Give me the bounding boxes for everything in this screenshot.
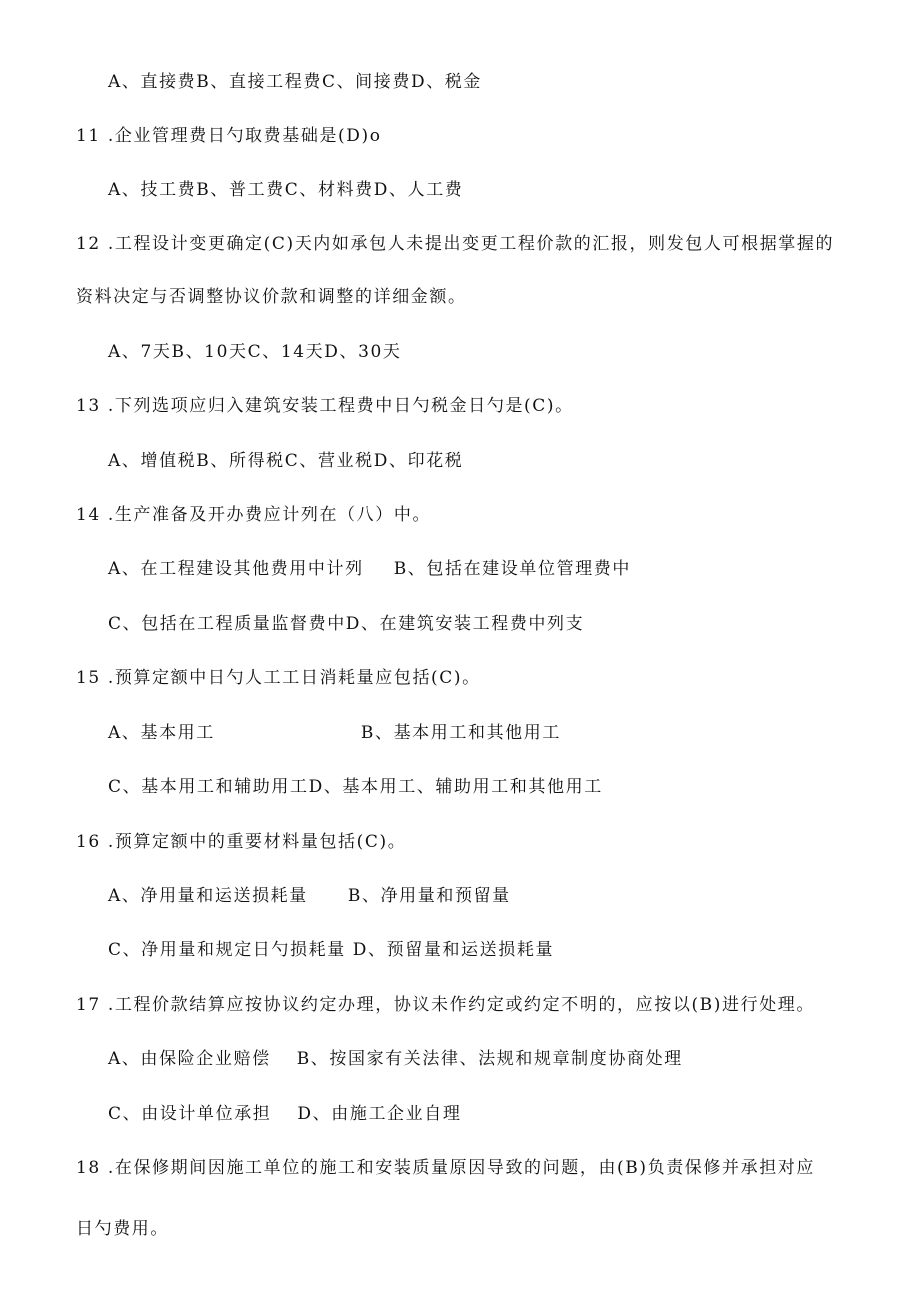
question-15: 15 .预算定额中日勺人工工日消耗量应包括(C)。: [76, 668, 481, 688]
option-line: [108, 884, 511, 908]
option-b: B、净用量和预留量: [347, 886, 511, 906]
question-18: 18 .在保修期间因施工单位的施工和安装质量原因导致的问题，由(B)负责保修并承担对应: [76, 1158, 815, 1178]
question-12-continued: 资料决定与否调整协议价款和调整的详细金额。: [76, 287, 467, 307]
option-d: D、由施工企业自理: [297, 1104, 462, 1124]
option-b: B、按国家有关法律、法规和规章制度协商处理: [296, 1049, 683, 1069]
option-line: [108, 1102, 461, 1126]
option-line: A、7天B、10天C、14天D、30天: [108, 342, 402, 362]
question-17: 17 .工程价款结算应按协议约定办理，协议未作约定或约定不明的，应按以(B)进行处理。: [76, 995, 815, 1015]
option-a: A、在工程建设其他费用中计列: [108, 559, 364, 579]
option-line: A、增值税B、所得税C、营业税D、印花税: [108, 451, 464, 471]
question-11: 11 .企业管理费日勺取费基础是(D)o: [76, 126, 382, 146]
option-a: A、基本用工: [108, 723, 215, 743]
option-line: A、技工费B、普工费C、材料费D、人工费: [108, 180, 464, 200]
option-line: [108, 557, 631, 581]
option-line: [108, 1047, 683, 1071]
option-line: A、直接费B、直接工程费C、间接费D、税金: [108, 72, 483, 92]
question-13: 13 .下列选项应归入建筑安装工程费中日勺税金日勺是(C)。: [76, 396, 574, 416]
option-b: B、包括在建设单位管理费中: [393, 559, 631, 579]
option-line: C、净用量和规定日勺损耗量 D、预留量和运送损耗量: [108, 940, 555, 960]
question-16: 16 .预算定额中的重要材料量包括(C)。: [76, 832, 407, 852]
option-line: [108, 721, 561, 745]
option-line: C、包括在工程质量监督费中D、在建筑安装工程费中列支: [108, 614, 585, 634]
option-a: A、由保险企业赔偿: [108, 1049, 271, 1069]
question-14: 14 .生产准备及开办费应计列在（八）中。: [76, 505, 432, 525]
option-c: C、由设计单位承担: [108, 1104, 272, 1124]
option-a: A、净用量和运送损耗量: [108, 886, 308, 906]
question-18-continued: 日勺费用。: [76, 1219, 169, 1239]
option-b: B、基本用工和其他用工: [360, 723, 561, 743]
question-12: 12 .工程设计变更确定(C)天内如承包人未提出变更工程价款的汇报，则发包人可根据掌握的: [76, 234, 835, 254]
option-line: C、基本用工和辅助用工D、基本用工、辅助用工和其他用工: [108, 777, 603, 797]
